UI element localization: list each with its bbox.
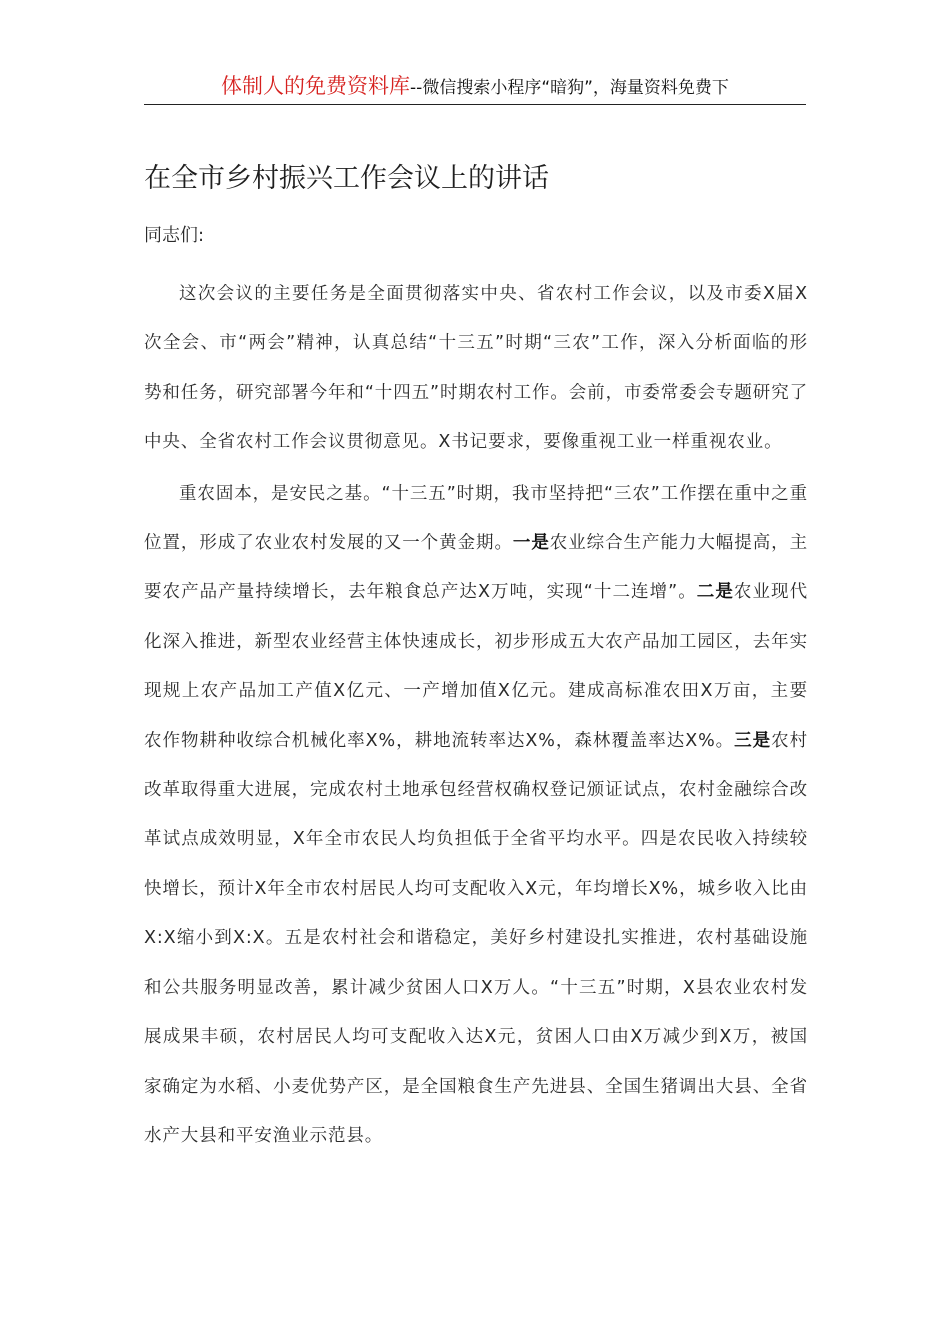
paragraph-2-intro: 重农固本，是安民之基。“十三五”时期，我市坚持把“三农”工作摆在重中之重位置，形成了农业农村发展的又一个黄金期。 xyxy=(144,483,808,554)
header-note: --微信搜索小程序“暗狗”，海量资料免费下 xyxy=(410,78,729,98)
document-title: 在全市乡村振兴工作会议上的讲话 xyxy=(144,163,549,194)
paragraph-2 xyxy=(144,470,808,1162)
paragraph-1-text: 这次会议的主要任务是全面贯彻落实中央、省农村工作会议，以及市委X届X次全会、市“两会”精神，认真总结“十三五”时期“三农”工作，深入分析面临的形势和任务，研究部署今年和“十四五”时期农村工作。会前，市委常委会专题研究了中央、全省农村工作会议贯彻意见。X书记要求，要像重视工业一样重视农业。 xyxy=(144,284,808,453)
page-header xyxy=(144,70,806,105)
point-two-text: 农业现代化深入推进，新型农业经营主体快速成长，初步形成五大农产品加工园区，去年实现规上农产品加工产值X亿元、一产增加值X亿元。建成高标准农田X万亩，主要农作物耕种收综合机械化率X%，耕地流转率达X%，森林覆盖率达X%。 xyxy=(144,582,808,751)
document-body xyxy=(144,270,808,1161)
point-three-text: 农村改革取得重大进展，完成农村土地承包经营权确权登记颁证试点，农村金融综合改革试点成效明显，X年全市农民人均负担低于全省平均水平。四是农民收入持续较快增长，预计X年全市农村居民人均可支配收入X元，年均增长X%，城乡收入比由X:X缩小到X:X。五是农村社会和谐稳定，美好乡村建设扎实推进，农村基础设施和公共服务明显改善，累计减少贫困人口X万人。“十三五”时期，X县农业农村发展成果丰硕，农村居民人均可支配收入达X元，贫困人口由X万减少到X万，被国家确定为水稻、小麦优势产区，是全国粮食生产先进县、全国生猪调出大县、全省水产大县和平安渔业示范县。 xyxy=(144,730,808,1146)
point-one-label: 一是 xyxy=(512,533,550,554)
point-one-text: 农业综合生产能力大幅提高，主要农产品产量持续增长，去年粮食总产达X万吨，实现“十二连增”。 xyxy=(144,533,808,603)
header-brand: 体制人的免费资料库 xyxy=(221,74,411,98)
salutation: 同志们: xyxy=(144,225,205,246)
point-two-label: 二是 xyxy=(696,582,734,603)
paragraph-1 xyxy=(144,270,808,468)
point-three-label: 三是 xyxy=(734,730,772,751)
